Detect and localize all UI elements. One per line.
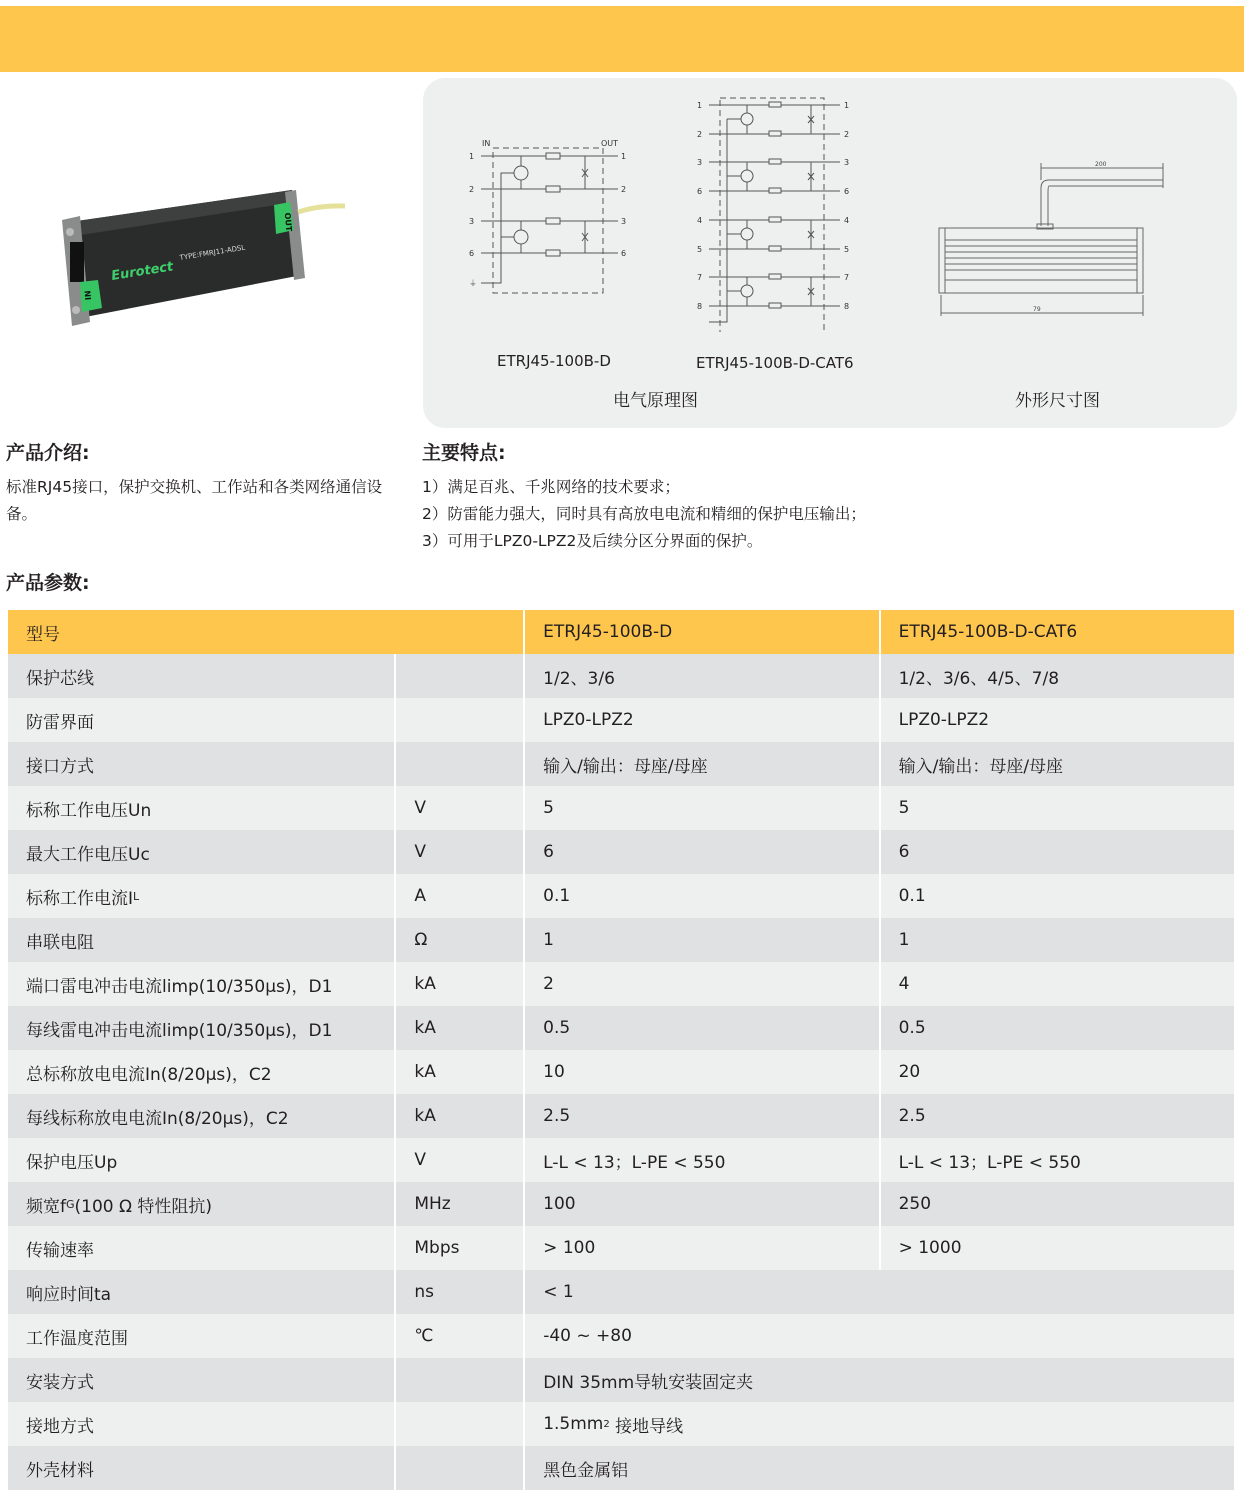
table-row-shared	[8, 1402, 1234, 1446]
param-value-shared: < 1	[525, 1270, 1234, 1314]
param-unit: kA	[396, 1094, 523, 1138]
in-text: IN	[482, 139, 491, 148]
table-row	[8, 918, 1234, 962]
param-value-2: 20	[881, 1050, 1234, 1094]
surge-protector-image	[40, 150, 370, 360]
param-name: 每线雷电冲击电流limp(10/350μs)，D1	[8, 1006, 394, 1050]
electrical-diagram-title: 电气原理图	[613, 391, 698, 411]
svg-text:4: 4	[844, 216, 850, 225]
svg-text:7: 7	[844, 273, 850, 282]
svg-text:5: 5	[697, 245, 703, 254]
dimension-diagram-title: 外形尺寸图	[1015, 391, 1100, 411]
param-unit	[396, 1446, 523, 1490]
param-value-1: LPZ0-LPZ2	[525, 698, 878, 742]
svg-text:3: 3	[621, 217, 627, 226]
svg-text:2: 2	[697, 130, 703, 139]
param-unit: V	[396, 786, 523, 830]
param-value-2: 输入/输出：母座/母座	[881, 742, 1234, 786]
param-value-1: 2.5	[525, 1094, 878, 1138]
param-name: 接地方式	[8, 1402, 394, 1446]
brand-logo: Eurotect	[110, 259, 175, 284]
param-value-2: 5	[881, 786, 1234, 830]
param-name: 安装方式	[8, 1358, 394, 1402]
param-value-1: L-L < 13；L-PE < 550	[525, 1138, 878, 1182]
param-unit: kA	[396, 1050, 523, 1094]
param-value-2: 250	[881, 1182, 1234, 1226]
table-row-shared	[8, 1358, 1234, 1402]
svg-text:6: 6	[697, 187, 703, 196]
cable-length-label: 200	[1095, 161, 1107, 168]
param-unit: V	[396, 1138, 523, 1182]
svg-text:8: 8	[697, 302, 703, 311]
param-name: 防雷界面	[8, 698, 394, 742]
caption-etrj45-100b-d: ETRJ45-100B-D	[497, 352, 611, 370]
param-value-1: 0.5	[525, 1006, 878, 1050]
svg-text:6: 6	[621, 249, 627, 258]
svg-text:1: 1	[844, 101, 850, 110]
param-name: 响应时间ta	[8, 1270, 394, 1314]
param-unit: kA	[396, 962, 523, 1006]
schematic-etrj45-100b-d	[463, 133, 643, 303]
intro-title: 产品介绍:	[6, 442, 90, 464]
features-title: 主要特点:	[422, 442, 506, 464]
param-name: 保护电压Up	[8, 1138, 394, 1182]
header-band	[0, 6, 1244, 72]
param-unit: Ω	[396, 918, 523, 962]
svg-text:2: 2	[469, 185, 475, 194]
param-value-1: 5	[525, 786, 878, 830]
svg-text:4: 4	[697, 216, 703, 225]
param-value-1: 2	[525, 962, 878, 1006]
table-row	[8, 1094, 1234, 1138]
param-value-shared: 黑色金属铝	[525, 1446, 1234, 1490]
param-unit	[396, 742, 523, 786]
param-value-2: L-L < 13；L-PE < 550	[881, 1138, 1234, 1182]
param-unit	[396, 1402, 523, 1446]
param-value-1: 1	[525, 918, 878, 962]
table-row	[8, 786, 1234, 830]
param-unit	[396, 698, 523, 742]
table-row-shared	[8, 1446, 1234, 1490]
table-row	[8, 1226, 1234, 1270]
param-value-2: > 1000	[881, 1226, 1234, 1270]
caption-etrj45-100b-d-cat6: ETRJ45-100B-D-CAT6	[696, 354, 854, 372]
type-label: TYPE:FMRJ11-ADSL	[179, 243, 246, 262]
param-name: 标称工作电流I L	[8, 874, 394, 918]
param-name: 端口雷电冲击电流limp(10/350μs)，D1	[8, 962, 394, 1006]
param-name: 接口方式	[8, 742, 394, 786]
param-value-1: 100	[525, 1182, 878, 1226]
table-row	[8, 654, 1234, 698]
param-value-2: 0.5	[881, 1006, 1234, 1050]
features-list	[422, 474, 1222, 555]
table-row	[8, 1006, 1234, 1050]
param-unit: ns	[396, 1270, 523, 1314]
param-value-2: 0.1	[881, 874, 1234, 918]
diagram-panel	[423, 78, 1237, 428]
param-unit: ℃	[396, 1314, 523, 1358]
svg-text:3: 3	[469, 217, 475, 226]
out-text: OUT	[601, 139, 619, 148]
table-row	[8, 962, 1234, 1006]
table-header-row	[8, 610, 1234, 654]
param-value-1: 1/2、3/6	[525, 654, 878, 698]
svg-text:1: 1	[621, 152, 627, 161]
param-value-1: 6	[525, 830, 878, 874]
svg-text:2: 2	[621, 185, 627, 194]
table-row	[8, 742, 1234, 786]
param-name: 最大工作电压Uc	[8, 830, 394, 874]
svg-text:1: 1	[697, 101, 703, 110]
spec-table	[8, 610, 1234, 1490]
param-name: 每线标称放电电流In(8/20μs)，C2	[8, 1094, 394, 1138]
svg-text:6: 6	[469, 249, 475, 258]
param-value-2: 4	[881, 962, 1234, 1006]
in-label: IN	[83, 290, 94, 301]
param-value-shared: -40 ~ +80	[525, 1314, 1234, 1358]
table-row	[8, 1050, 1234, 1094]
param-name: 串联电阻	[8, 918, 394, 962]
svg-text:8: 8	[844, 302, 850, 311]
param-value-shared: DIN 35mm导轨安装固定夹	[525, 1358, 1234, 1402]
param-value-1: > 100	[525, 1226, 878, 1270]
intro-text: 标准RJ45接口，保护交换机、工作站和各类网络通信设备。	[6, 478, 383, 523]
param-unit	[396, 1358, 523, 1402]
feature-item: 2）防雷能力强大，同时具有高放电电流和精细的保护电压输出；	[422, 505, 866, 523]
param-unit: V	[396, 830, 523, 874]
table-row	[8, 830, 1234, 874]
product-photo	[40, 150, 370, 360]
svg-text:3: 3	[844, 158, 850, 167]
param-unit	[396, 654, 523, 698]
param-unit: Mbps	[396, 1226, 523, 1270]
param-value-2: 2.5	[881, 1094, 1234, 1138]
param-value-1: 0.1	[525, 874, 878, 918]
param-name: 传输速率	[8, 1226, 394, 1270]
svg-text:1: 1	[469, 152, 475, 161]
out-label: OUT	[282, 212, 294, 232]
param-name: 保护芯线	[8, 654, 394, 698]
table-row	[8, 874, 1234, 918]
schematic-etrj45-100b-d-cat6	[695, 92, 855, 332]
svg-text:6: 6	[844, 187, 850, 196]
table-row-shared	[8, 1314, 1234, 1358]
param-name: 标称工作电压Un	[8, 786, 394, 830]
table-row	[8, 698, 1234, 742]
param-value-1: 输入/输出：母座/母座	[525, 742, 878, 786]
body-length-label: 79	[1033, 306, 1041, 313]
param-name: 工作温度范围	[8, 1314, 394, 1358]
param-name: 频宽f G (100 Ω 特性阻抗)	[8, 1182, 394, 1226]
header-model-2: ETRJ45-100B-D-CAT6	[881, 610, 1234, 654]
svg-text:7: 7	[697, 273, 703, 282]
header-model-label: 型号	[8, 610, 523, 654]
param-unit: A	[396, 874, 523, 918]
svg-text:2: 2	[844, 130, 850, 139]
param-name: 外壳材料	[8, 1446, 394, 1490]
param-value-2: 1	[881, 918, 1234, 962]
feature-item: 3）可用于LPZ0-LPZ2及后续分区分界面的保护。	[422, 532, 763, 550]
param-unit: MHz	[396, 1182, 523, 1226]
param-value-2: 6	[881, 830, 1234, 874]
feature-item: 1）满足百兆、千兆网络的技术要求；	[422, 478, 680, 496]
svg-text:⏚: ⏚	[469, 279, 477, 288]
param-value-2: 1/2、3/6、4/5、7/8	[881, 654, 1234, 698]
param-value-1: 10	[525, 1050, 878, 1094]
table-row	[8, 1138, 1234, 1182]
dimension-drawing	[933, 158, 1173, 318]
table-row	[8, 1182, 1234, 1226]
param-value-shared: 1.5mm 2 接地导线	[525, 1402, 1234, 1446]
param-value-2: LPZ0-LPZ2	[881, 698, 1234, 742]
header-model-1: ETRJ45-100B-D	[525, 610, 878, 654]
params-title: 产品参数:	[6, 572, 90, 594]
svg-text:3: 3	[697, 158, 703, 167]
table-row-shared	[8, 1270, 1234, 1314]
svg-text:5: 5	[844, 245, 850, 254]
param-name: 总标称放电电流In(8/20μs)，C2	[8, 1050, 394, 1094]
param-unit: kA	[396, 1006, 523, 1050]
